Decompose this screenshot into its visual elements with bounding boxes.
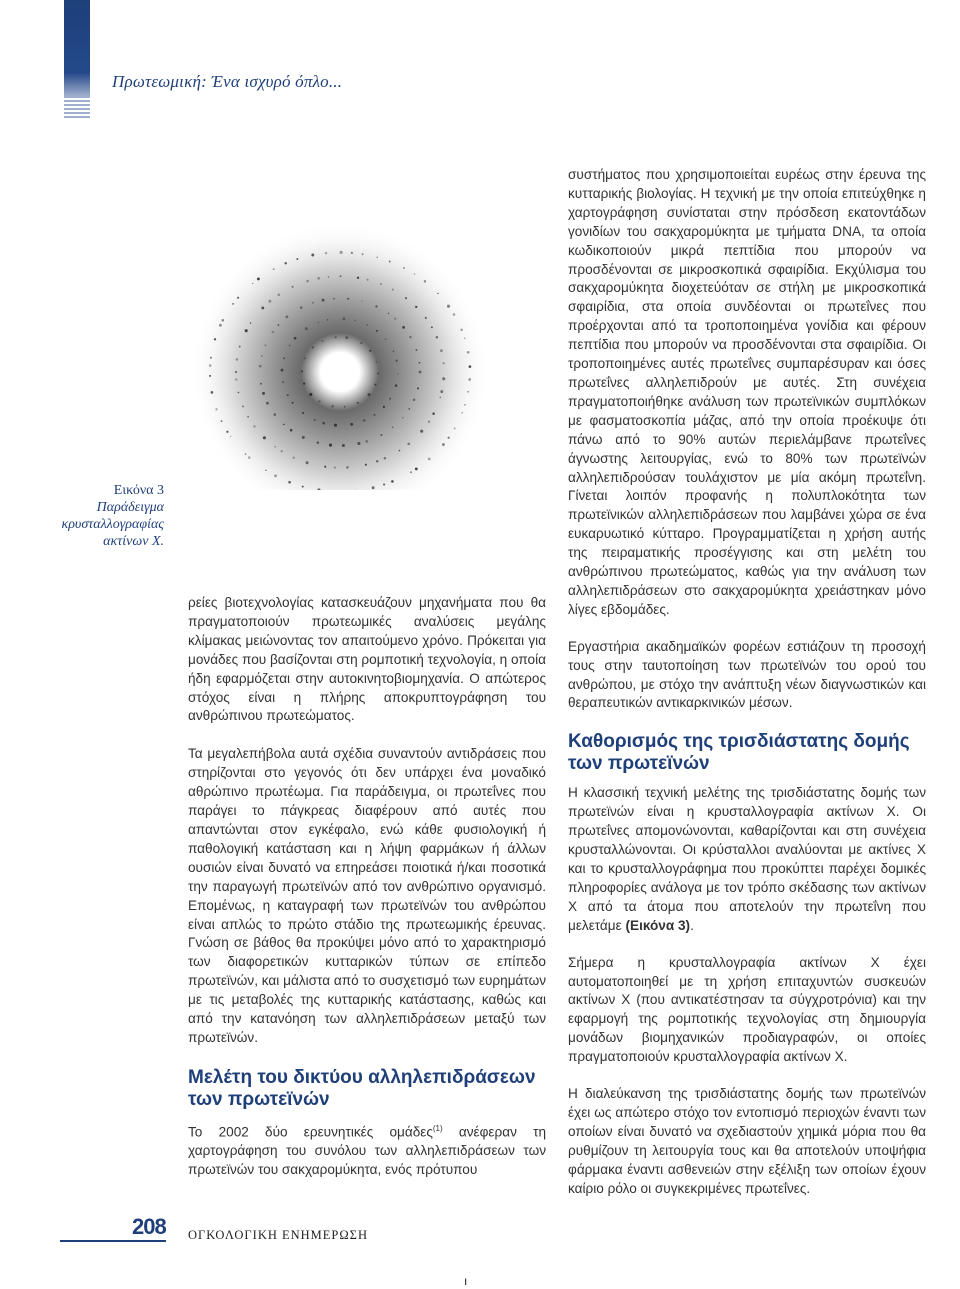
diffraction-spot bbox=[318, 400, 320, 402]
diffraction-spot bbox=[347, 298, 349, 300]
diffraction-spot bbox=[301, 370, 303, 372]
diffraction-spot bbox=[369, 350, 371, 352]
running-title: Πρωτεωμική: Ένα ισχυρό όπλο... bbox=[112, 72, 343, 91]
diffraction-spot bbox=[292, 402, 294, 404]
diffraction-spot bbox=[368, 393, 371, 396]
diffraction-spot bbox=[344, 406, 346, 408]
diffraction-spot bbox=[376, 257, 378, 259]
diffraction-spot bbox=[350, 423, 353, 426]
diffraction-spot bbox=[375, 305, 377, 307]
diffraction-spot bbox=[248, 456, 251, 459]
diffraction-spot bbox=[389, 398, 391, 400]
diffraction-spot bbox=[403, 267, 405, 269]
diffraction-spot bbox=[414, 273, 416, 275]
diffraction-spot bbox=[372, 486, 375, 489]
diffraction-spot bbox=[304, 357, 306, 359]
diffraction-spot bbox=[273, 268, 275, 270]
diffraction-spot bbox=[211, 391, 214, 394]
diffraction-spot bbox=[272, 331, 274, 333]
diffraction-spot bbox=[396, 359, 398, 361]
right-paragraph-3-end: . bbox=[690, 917, 694, 933]
diffraction-spot bbox=[209, 375, 211, 377]
diffraction-spot bbox=[221, 319, 224, 322]
diffraction-spot bbox=[278, 324, 280, 326]
diffraction-spot bbox=[257, 277, 260, 280]
diffraction-spot bbox=[468, 378, 471, 381]
diffraction-spot bbox=[393, 351, 395, 353]
diffraction-spot bbox=[357, 442, 360, 445]
diffraction-spot bbox=[242, 405, 244, 407]
section-heading-network: Μελέτη του δικτύου αλληλεπιδράσεων των πρωτεϊνών bbox=[188, 1066, 536, 1110]
diffraction-spot bbox=[453, 313, 456, 316]
xray-diffraction-image bbox=[192, 160, 532, 490]
header-accent-bar bbox=[64, 0, 90, 104]
diffraction-spot bbox=[383, 483, 385, 485]
left-paragraph-3 bbox=[188, 1120, 546, 1180]
diffraction-spot bbox=[250, 322, 251, 323]
diffraction-spot bbox=[420, 430, 423, 433]
diffraction-spot bbox=[324, 466, 326, 468]
diffraction-spot bbox=[428, 421, 430, 423]
left-paragraph-2: Τα μεγαλεπήβολα αυτά σχέδια συναντούν αντιδράσεις που στηρίζονται στο γεγονός ότι δεν υπάρχει ένα μοναδικό αθρώπινο πρωτέωμα. Για παράδειγμα, οι πρωτεΐνες που παράγει το πάγκρεας διαφέρουν από αυτές που απαντώνται στον εγκέφαλο, ενώ κάθε φυσιολογική ή παθολογική κατάσταση και η λήψη φαρμάκων ή άλλων ουσιών είναι δυνατό να επηρεάσει ποιοτικά ή/και ποσοτικά την παραγωγή πρωτεϊνών από τον ανθρώπινο οργανισμό. Επομένως, η καταγραφή των πρωτεϊνών του ανθρώπου είναι απλώς το πρώτο στάδιο της πρωτεωμικής έρευνας. Γνώση σε βάθος θα προκύψει μόνο από το χαρακτηρισμό των διαφορετικών κυτταρικών τύπων σε επίπεδο πρωτεϊνών, και μάλιστα από το συσχετισμό των ευρημάτων με τις μεταβολές της κυτταρικής κατάστασης, καθώς και από την κατανόηση των αλληλεπιδράσεων μεταξύ των πρωτεϊνών. bbox=[188, 746, 546, 1045]
page-number: 208 bbox=[132, 1214, 166, 1239]
diffraction-spot bbox=[342, 317, 345, 320]
diffraction-spot bbox=[407, 442, 410, 445]
diffraction-spot bbox=[317, 442, 319, 444]
diffraction-spot bbox=[342, 444, 345, 447]
diffraction-spot bbox=[462, 412, 463, 413]
diffraction-spot bbox=[366, 324, 368, 326]
diffraction-spot bbox=[322, 340, 324, 342]
diffraction-spot bbox=[259, 365, 262, 368]
diffraction-spot bbox=[303, 383, 305, 385]
journal-name: ΟΓΚΟΛΟΓΙΚΗ ΕΝΗΜΕΡΩΣΗ bbox=[188, 1228, 368, 1242]
diffraction-spot bbox=[296, 258, 298, 260]
left-paragraph-1: ρείες βιοτεχνολογίας κατασκευάζουν μηχανήματα που θα πραγματοποιούν πρωτεωμικές αναλύσεις μεγάλης κλίμακας μειώνοντας τον απαιτούμενο χρόνο. Πρόκειται για μονάδες που βασίζονται στη ρομποτική τεχνολογία, η οποία ήδη εφαρμόζεται στην αυτοκινητοβιομηχανία. Ο απώτερος στόχος είναι η πλήρης αποκρυπτογράφηση του ανθρώπινου πρωτεώματος. bbox=[188, 595, 546, 724]
diffraction-spot bbox=[357, 277, 359, 279]
right-paragraph-3 bbox=[568, 784, 926, 935]
diffraction-spot bbox=[417, 387, 419, 389]
diffraction-spot bbox=[287, 394, 289, 396]
diffraction-spot bbox=[283, 357, 285, 359]
diffraction-spot bbox=[363, 419, 366, 422]
diffraction-spot bbox=[380, 283, 382, 285]
diffraction-spot bbox=[245, 329, 248, 332]
right-column bbox=[568, 166, 926, 1199]
diffraction-spot bbox=[309, 393, 312, 396]
diffraction-spot bbox=[440, 349, 443, 352]
diffraction-spot bbox=[318, 322, 320, 324]
diffraction-spot bbox=[329, 444, 332, 447]
diffraction-spot bbox=[380, 434, 382, 436]
left-column bbox=[188, 594, 546, 1180]
diffraction-spot bbox=[437, 293, 439, 295]
diffraction-spot bbox=[442, 443, 445, 446]
diffraction-spot bbox=[351, 252, 353, 254]
diffraction-spot bbox=[322, 299, 325, 302]
diffraction-spot bbox=[419, 371, 422, 374]
diffraction-spot bbox=[236, 358, 239, 361]
diffraction-spot bbox=[268, 300, 271, 303]
figure-reference: (Εικόνα 3) bbox=[625, 917, 691, 933]
left-paragraph-3-start: Το 2002 δύο ερευνητικές ομάδες bbox=[188, 1124, 433, 1140]
diffraction-spot bbox=[431, 326, 433, 328]
diffraction-spot bbox=[293, 457, 295, 459]
section-heading-structure: Καθορισμός της τρισδιάστατης δομής των πρωτεϊνών bbox=[568, 731, 910, 775]
diffraction-spot bbox=[221, 420, 223, 422]
diffraction-spot bbox=[340, 275, 342, 277]
diffraction-spot bbox=[327, 319, 328, 320]
diffraction-spot bbox=[395, 384, 398, 387]
diffraction-spot bbox=[292, 286, 294, 288]
diffraction-spot bbox=[306, 280, 308, 282]
diffraction-spot bbox=[239, 346, 241, 348]
diffraction-spot bbox=[274, 446, 276, 448]
diffraction-spot bbox=[399, 450, 401, 452]
diffraction-spot bbox=[448, 437, 450, 439]
diffraction-spot bbox=[230, 436, 231, 437]
diffraction-spot bbox=[322, 422, 325, 425]
diffraction-spot bbox=[377, 372, 379, 374]
diffraction-spot bbox=[385, 338, 387, 340]
diffraction-spot bbox=[278, 293, 281, 296]
diffraction-spot bbox=[436, 336, 439, 339]
diffraction-spot bbox=[306, 461, 309, 464]
figure-caption bbox=[40, 482, 164, 550]
diffraction-spot bbox=[402, 326, 405, 329]
diffraction-spot bbox=[235, 371, 237, 373]
diffraction-spot bbox=[215, 408, 217, 410]
diffraction-spot bbox=[391, 480, 394, 483]
diffraction-spot bbox=[260, 383, 262, 385]
diffraction-spot bbox=[443, 362, 445, 364]
diffraction-spot bbox=[286, 316, 289, 319]
diffraction-spot bbox=[288, 481, 291, 484]
diffraction-spot bbox=[410, 471, 412, 473]
diffraction-spot bbox=[442, 377, 445, 380]
diffraction-spot bbox=[361, 300, 362, 301]
diffraction-spot bbox=[335, 336, 337, 338]
diffraction-spot bbox=[389, 261, 391, 263]
diffraction-spot bbox=[281, 450, 283, 452]
diffraction-spot bbox=[384, 457, 387, 460]
diffraction-spot bbox=[261, 306, 264, 309]
diffraction-spot bbox=[282, 381, 284, 383]
diffraction-spot bbox=[440, 390, 443, 393]
diffraction-spot bbox=[266, 402, 269, 405]
diffraction-spot bbox=[209, 364, 212, 367]
diffraction-spot bbox=[265, 344, 267, 346]
diffraction-spot bbox=[302, 486, 304, 488]
diffraction-spot bbox=[305, 327, 308, 330]
diffraction-spot bbox=[294, 337, 297, 340]
diffraction-spot bbox=[262, 392, 265, 395]
diffraction-spot bbox=[253, 425, 255, 427]
diffraction-spot bbox=[392, 427, 393, 428]
diffraction-spot bbox=[289, 345, 291, 347]
right-paragraph-2: Εργαστήρια ακαδημαϊκών φορέων εστιάζουν τη προσοχή τους στην ταυτοποίηση των πρωτεϊνών του ορού του ανθρώπου, με στόχο την ανάπτυξη νέων διαγνωστικών και θεραπευτικών αντικαρκινικών μέσων. bbox=[568, 638, 926, 711]
diffraction-spot bbox=[367, 279, 369, 281]
right-paragraph-3-start: Η κλασσική τεχνική μελέτης της τρισδιάστατης δομής των πρωτεϊνών είναι η κρυσταλλογραφία ακτίνων Χ. Οι πρωτεΐνες απομονώνονται, καθαρίζονται και στη συνέχεια κρυσταλλώνονται. Οι κρύσταλλοι αναλύονται με ακτίνες Χ και το κρυσταλλογράφημα που προκύπτει παρέχει δομικές πληροφορίες ανάλογα με τον τρόπο σκέδασης των ακτίνων Χ από τα άτομα που αποτελούν την πρωτεΐνη που μελετάμε bbox=[568, 785, 926, 933]
diffraction-spot bbox=[405, 297, 407, 299]
diffraction-spot bbox=[365, 464, 367, 466]
diffraction-spot bbox=[432, 412, 434, 414]
diffraction-spot bbox=[214, 338, 216, 340]
diffraction-spot bbox=[245, 453, 247, 455]
diffraction-spot bbox=[424, 280, 426, 282]
header-accent-fade bbox=[64, 96, 90, 118]
diffraction-spot bbox=[415, 467, 418, 470]
diffraction-spot bbox=[366, 440, 368, 442]
diffraction-spot bbox=[312, 346, 314, 348]
diffraction-spot bbox=[331, 405, 334, 408]
right-paragraph-5: Η διαλεύκανση της τρισδιάστατης δομής των πρωτεϊνών έχει ως απώτερο στόχο τον εντοπισμό περιοχών έναντι των οποίων είναι δυνατό να σχεδιαστούν χημικά μόρια που θα ρυθμίζουν τη λειτουργία τους και θα αποτελούν υποψήφια φάρμακα έναντι ασθενειών στην εξέλιξη των οποίων έχουν καίριο ρόλο οι συγκεκριμένες πρωτεΐνες. bbox=[568, 1086, 926, 1196]
stray-mark: ı bbox=[464, 1274, 468, 1288]
diffraction-spot bbox=[328, 276, 330, 278]
diffraction-spot bbox=[300, 306, 302, 308]
diffraction-spot bbox=[469, 365, 472, 368]
diffraction-spot bbox=[374, 384, 376, 386]
diffraction-spot bbox=[354, 320, 356, 322]
diffraction-spot bbox=[346, 466, 348, 468]
diffraction-spot bbox=[375, 361, 377, 363]
diffraction-spot bbox=[425, 317, 427, 319]
diffraction-spot bbox=[392, 289, 394, 291]
diffraction-spot bbox=[408, 408, 410, 410]
diffraction-spot bbox=[226, 431, 228, 433]
diffraction-spot bbox=[383, 406, 385, 408]
diffraction-spot bbox=[388, 313, 390, 315]
diffraction-spot bbox=[447, 305, 450, 308]
diffraction-spot bbox=[333, 298, 335, 300]
right-paragraph-4: Σήμερα η κρυσταλλογραφία ακτίνων Χ έχει αυτοματοποιηθεί με τη χρήση επιταχυντών συσκευών ακτίνων Χ (που αντικατέστησαν τα σύγχροτρόνια) και την εφαρμογή της ρομποτικής τεχνολογίας στη δημιουργία μονάδων βιομηχανικών προδιαγραφών, οι οποίες πραγματοποιούν κρυσταλλογραφία ακτίνων Χ. bbox=[568, 954, 926, 1065]
diffraction-spot bbox=[394, 318, 396, 320]
diffraction-spot bbox=[439, 397, 441, 399]
diffraction-spot bbox=[415, 349, 417, 351]
diffraction-spot bbox=[252, 283, 253, 284]
diffraction-spot bbox=[464, 337, 466, 339]
diffraction-spot bbox=[454, 427, 456, 429]
diffraction-spot bbox=[376, 460, 378, 462]
right-paragraph-1: συστήματος που χρησιμοποιείται ευρέως στην έρευνα της κυτταρικής βιολογίας. Η τεχνική με την οποία επιτεύχθηκε η χαρτογράφηση συνίσταται στην πρόσδεση εκατοντάδων γονιδίων του σακχαρομύκητα με τμήματα DNA, τα οποία κωδικοποιούν μικρά πεπτίδια που μπορούν να προσδένονται σε μικροσκοπικά σφαιρίδια. Εκχύλισμα του σακχαρομύκητα διοχετεύόταν σε στήλη με μικροσκοπικά σφαιρίδια, στα οποία συνδέονται οι πρωτεΐνες που προέρχονται από τα τροποποιημένα γονίδια και φέρουν πεπτίδια που μπορούν να προσδένονται στα σφαιρίδια. Οι τροποποιημένες αυτές πρωτεΐνες συμπαρέσυραν και όσες πρωτεΐνες αλληλεπιδρούν με αυτές. Στη συνέχεια πραγματοποιήθηκε ανάλυση των πρωτεϊνικών συμπλόκων με φασματοσκοπία μάζας, από την οποία προέκυψε ότι πάνω από το 90% αυτών περιελάμβανε πρωτεΐνες άγνωστης λειτουργίας, ενώ το 80% των πρωτεϊνών αλληλεπιδρούσαν τουλάχιστον με μία ακόμη πρωτεΐνη. Γίνεται λοιπόν προφανής η πολυπλοκότητα των πρωτεϊνικών αλληλεπιδράσεων που λαμβάνει χώρα σε ένα ευκαρυωτικό κύτταρο. Προγραμματίζεται η χρήση αυτής της πειραματικής προσέγγισης και στη μελέτη του ανθρώπινου πρωτεώματος, καθώς για την ανάλυση των αλληλεπιδράσεων στο σακχαρομύκητα χρειάστηκαν μόνο λίγες εβδομάδες. bbox=[568, 167, 926, 617]
diffraction-spot bbox=[467, 391, 469, 393]
diffraction-spot bbox=[290, 429, 293, 432]
diffraction-spot bbox=[238, 392, 240, 394]
diffraction-spot bbox=[210, 357, 212, 359]
left-paragraph-3-end: ανέφεραν τη χαρτογράφηση του συνόλου των αλληλεπιδράσεων των πρωτεϊνών του σακχαρομύκητα, ενός πρότυπου bbox=[188, 1124, 546, 1178]
diffraction-spot bbox=[428, 458, 431, 461]
diffraction-spot bbox=[418, 362, 420, 364]
diffraction-spot bbox=[362, 253, 364, 255]
diffraction-spot bbox=[302, 412, 304, 414]
diffraction-spot bbox=[467, 351, 470, 354]
diffraction-spot bbox=[376, 330, 378, 332]
figure-label: Εικόνα 3 bbox=[113, 483, 164, 498]
diffraction-spot bbox=[413, 399, 416, 402]
diffraction-spot bbox=[334, 467, 336, 469]
diffraction-spot bbox=[281, 369, 284, 372]
diffraction-spot bbox=[274, 413, 277, 416]
diffraction-spot bbox=[235, 378, 237, 380]
diffraction-spot bbox=[311, 254, 314, 257]
diffraction-spot bbox=[345, 336, 348, 339]
diffraction-spot bbox=[263, 436, 266, 439]
diffraction-spot bbox=[312, 302, 314, 304]
diffraction-spot bbox=[283, 424, 285, 426]
diffraction-spot bbox=[325, 252, 327, 254]
diffraction-spot bbox=[409, 336, 411, 338]
diffraction-spot bbox=[340, 251, 343, 254]
diffraction-spot bbox=[247, 416, 249, 418]
diffraction-spot bbox=[415, 306, 417, 308]
diffraction-spot bbox=[317, 277, 320, 280]
reference-marker: (1) bbox=[432, 1123, 443, 1133]
diffraction-spot bbox=[334, 424, 337, 427]
diffraction-spot bbox=[402, 417, 404, 419]
diffraction-spot bbox=[397, 373, 399, 375]
diffraction-spot bbox=[285, 262, 287, 264]
diffraction-spot bbox=[265, 470, 266, 471]
diffraction-spot bbox=[357, 402, 359, 404]
diffraction-spot bbox=[373, 414, 375, 416]
diffraction-spot bbox=[261, 355, 263, 357]
diffraction-spot bbox=[460, 329, 462, 331]
diffraction-spot bbox=[302, 436, 305, 439]
diffraction-spot bbox=[274, 474, 277, 477]
footer-rule bbox=[60, 1240, 166, 1242]
figure-caption-text: Παράδειγμα κρυσταλλογραφίας ακτίνων Χ. bbox=[61, 500, 164, 549]
diffraction-spot bbox=[314, 419, 316, 421]
diffraction-spot bbox=[219, 324, 222, 327]
diffraction-spot bbox=[237, 297, 239, 299]
diffraction-spot bbox=[232, 303, 234, 305]
diffraction-spot bbox=[464, 404, 466, 406]
diffraction-spot bbox=[360, 342, 362, 344]
